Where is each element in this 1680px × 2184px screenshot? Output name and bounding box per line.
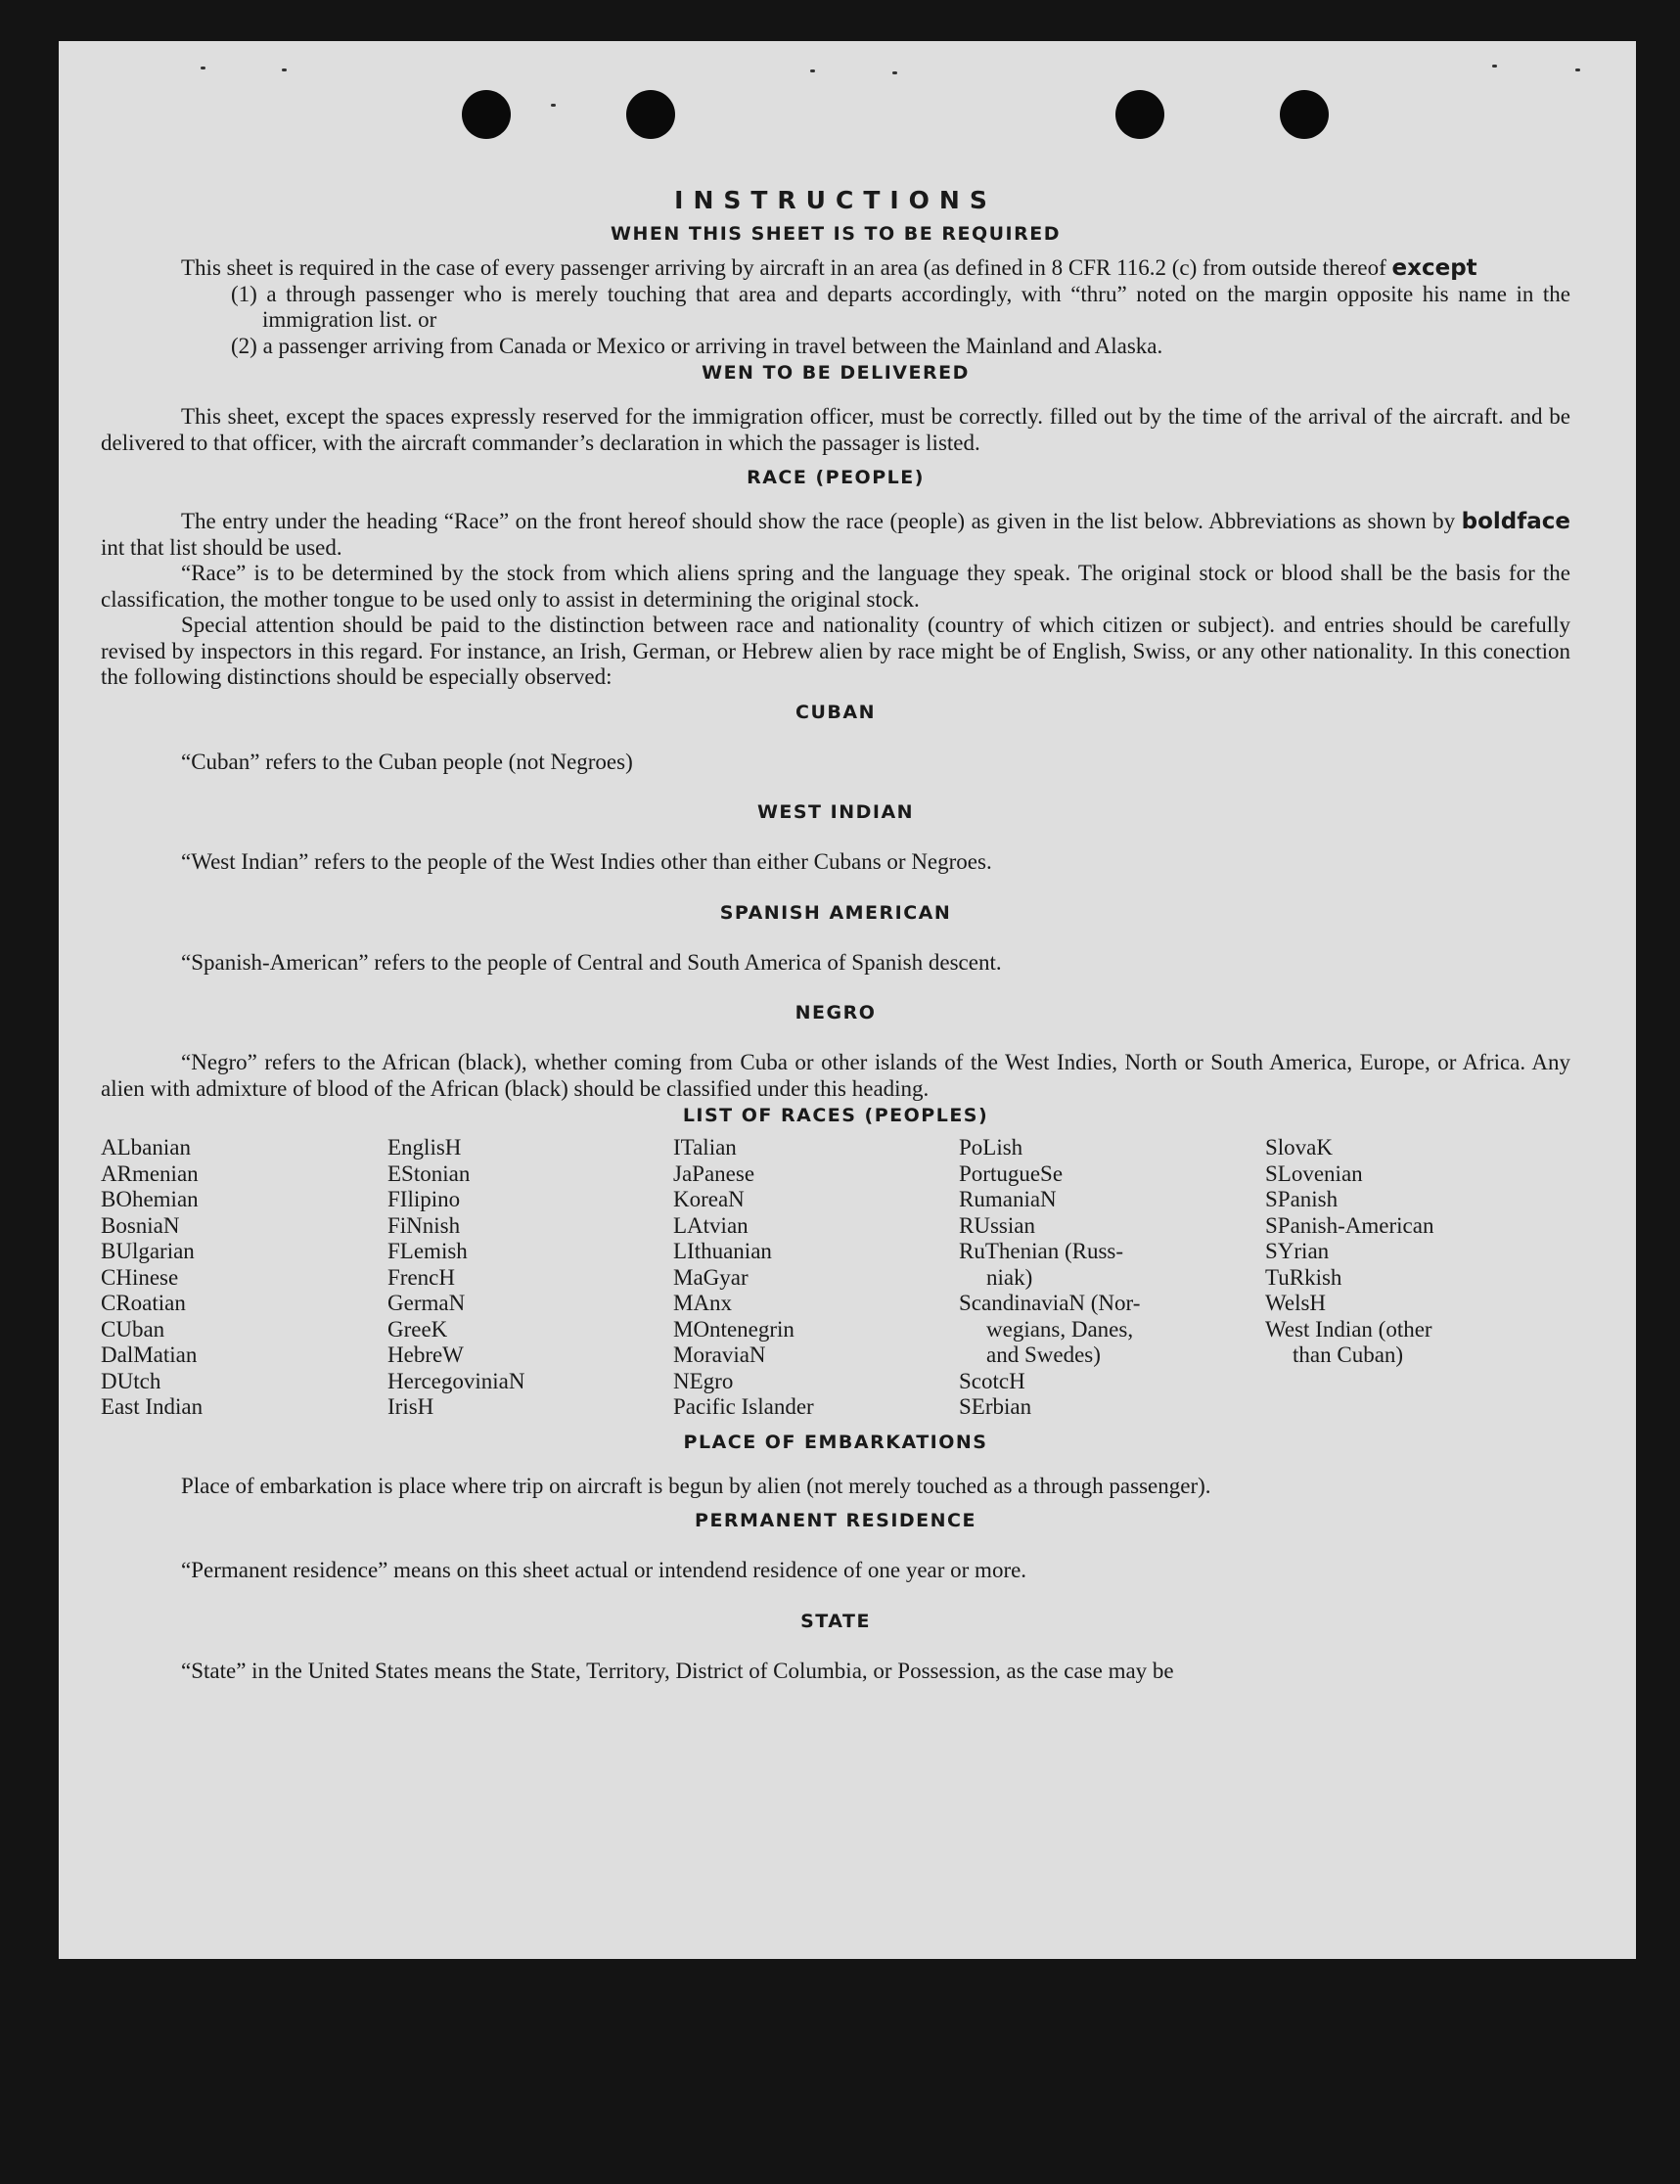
race-entry: ScandinaviaN (Nor-	[959, 1291, 1141, 1315]
race-entry: HebreW	[387, 1342, 464, 1367]
heading-cuban: CUBAN	[795, 701, 876, 723]
race-entry: FLemish	[387, 1239, 468, 1263]
punch-hole-2	[626, 90, 675, 139]
heading-list-of-races: LIST OF RACES (PEOPLES)	[682, 1105, 989, 1126]
race-paragraph-3: Special attention should be paid to the distinction between race and nationality (country of which citizen or subject). and entries should be carefully revised by inspectors in this regard. For instance, an Irish, German, or Hebrew alien by race might be of English, Swiss, or any other nationality. In this conection the following distinctions should be especially observed:	[101, 613, 1570, 689]
race-paragraph-1: The entry under the heading “Race” on the front hereof should show the race (people) as given in the list below. Abbreviations as shown by boldface int that list should be used.	[101, 509, 1571, 560]
heading-state: STATE	[800, 1610, 871, 1632]
exception-item-2: (2) a passenger arriving from Canada or Mexico or arriving in travel between the Mainland and Alaska.	[231, 333, 1163, 358]
race-entry: SlovaK	[1265, 1135, 1333, 1160]
race-entry: RuThenian (Russ-	[959, 1239, 1124, 1263]
when-required-intro: This sheet is required in the case of every passenger arriving by aircraft in an area (as defined in 8 CFR 116.2 (c) from outside thereof except	[181, 255, 1477, 281]
race-entry: PoLish	[959, 1135, 1023, 1160]
race-entry: EStonian	[387, 1160, 471, 1186]
speck-mark	[892, 71, 897, 74]
heading-permanent-residence: PERMANENT RESIDENCE	[695, 1510, 976, 1531]
except-bold: except	[1391, 255, 1477, 281]
race-entry: SYrian	[1265, 1239, 1330, 1263]
speck-mark	[1575, 68, 1580, 71]
page-title: INSTRUCTIONS	[674, 186, 997, 214]
race-entry: JaPanese	[673, 1160, 755, 1186]
race-entry: TuRkish	[1265, 1264, 1342, 1290]
speck-mark	[201, 67, 205, 69]
races-column-4	[959, 1135, 1265, 1421]
document-sheet	[59, 41, 1636, 1959]
heading-spanish-american: SPANISH AMERICAN	[719, 901, 952, 924]
race-entry: ARmenian	[101, 1160, 199, 1186]
race-entry: East Indian	[101, 1394, 204, 1419]
race-entry: WelsH	[1265, 1291, 1327, 1315]
speck-mark	[551, 104, 556, 107]
race-entry: SPanish	[1265, 1187, 1339, 1211]
speck-mark	[810, 69, 815, 72]
race-paragraph-2: “Race” is to be determined by the stock from which aliens spring and the language they speak. The original stock or blood shall be the basis for the classification, the mother tongue to be used only to assist in determining the original stock.	[101, 561, 1570, 612]
race-entry: BUlgarian	[101, 1239, 195, 1263]
race-entry: MaGyar	[673, 1264, 749, 1290]
race-entry: FiNnish	[387, 1212, 461, 1238]
race-entry: MOntenegrin	[673, 1316, 795, 1342]
negro-text: “Negro” refers to the African (black), whether coming from Cuba or other islands of the West Indies, North or South America, Europe, or Africa. Any alien with admixture of blood of the African (black) should be classified under this heading.	[101, 1050, 1570, 1101]
punch-hole-1	[462, 90, 511, 139]
heading-embarkation: PLACE OF EMBARKATIONS	[683, 1431, 988, 1453]
race-entry: LAtvian	[673, 1212, 749, 1238]
races-column-2	[387, 1135, 673, 1421]
races-column-3	[673, 1135, 959, 1421]
race-entry: MoraviaN	[673, 1342, 766, 1367]
race-entry-continued: and Swedes)	[986, 1342, 1101, 1367]
races-column-1	[101, 1135, 387, 1421]
race-entry: Pacific Islander	[673, 1394, 814, 1419]
race-entry: GreeK	[387, 1316, 448, 1342]
when-delivered-text: This sheet, except the spaces expressly reserved for the immigration officer, must be correctly. filled out by the time of the arrival of the aircraft. and be delivered to that officer, with the aircraft commander’s declaration in which the passager is listed.	[101, 404, 1570, 455]
boldface-bold: boldface	[1461, 509, 1571, 534]
race-entry-continued: wegians, Danes,	[986, 1316, 1134, 1342]
races-list	[101, 1135, 1570, 1421]
residence-text: “Permanent residence” means on this sheet actual or intendend residence of one year or more.	[181, 1558, 1027, 1582]
race-entry: DalMatian	[101, 1342, 198, 1367]
heading-when-delivered: WEN TO BE DELIVERED	[702, 362, 970, 384]
exception-item-1: (1) a through passenger who is merely touching that area and departs accordingly, with “thru” noted on the margin opposite his name in the immigration list. or	[231, 281, 1570, 332]
race-entry: SPanish-American	[1265, 1212, 1434, 1238]
race-entry: GermaN	[387, 1291, 466, 1315]
race-entry: CUban	[101, 1316, 165, 1342]
race-entry: ITalian	[673, 1135, 737, 1160]
race-entry: DUtch	[101, 1368, 161, 1393]
race-entry-continued: niak)	[986, 1264, 1033, 1290]
cuban-text: “Cuban” refers to the Cuban people (not Negroes)	[181, 749, 633, 774]
race-entry: IrisH	[387, 1394, 434, 1419]
races-column-5	[1265, 1135, 1570, 1421]
instructions-content	[101, 183, 1570, 1684]
embarkation-text: Place of embarkation is place where trip on aircraft is begun by alien (not merely touched as a through passenger).	[181, 1473, 1211, 1498]
punch-hole-3	[1115, 90, 1164, 139]
spanish-american-text: “Spanish-American” refers to the people of Central and South America of Spanish descent.	[181, 949, 1002, 975]
state-text: “State” in the United States means the State, Territory, District of Columbia, or Possession, as the case may be	[181, 1658, 1174, 1683]
race-entry: PortugueSe	[959, 1160, 1064, 1186]
punch-hole-4	[1280, 90, 1329, 139]
race-entry: FrencH	[387, 1264, 455, 1290]
race-entry-continued: than Cuban)	[1293, 1342, 1404, 1367]
race-entry: HercegoviniaN	[387, 1368, 525, 1393]
race-entry: SErbian	[959, 1394, 1032, 1419]
race-entry: ScotcH	[959, 1368, 1025, 1393]
race-entry: RumaniaN	[959, 1187, 1057, 1211]
speck-mark	[282, 68, 287, 71]
race-entry: NEgro	[673, 1368, 734, 1393]
heading-race: RACE (PEOPLE)	[747, 467, 925, 488]
race-entry: KoreaN	[673, 1187, 745, 1211]
west-indian-text: “West Indian” refers to the people of the West Indies other than either Cubans or Negroes.	[181, 849, 992, 874]
race-entry: BOhemian	[101, 1187, 199, 1211]
race-entry: BosniaN	[101, 1212, 180, 1238]
race-entry: RUssian	[959, 1212, 1035, 1238]
race-entry: West Indian (other	[1265, 1316, 1432, 1342]
race-entry: ALbanian	[101, 1135, 191, 1160]
speck-mark	[1492, 65, 1497, 68]
heading-when-required: WHEN THIS SHEET IS TO BE REQUIRED	[610, 223, 1061, 245]
race-entry: MAnx	[673, 1291, 733, 1315]
race-entry: CRoatian	[101, 1291, 186, 1315]
race-entry: FIlipino	[387, 1187, 461, 1211]
race-entry: SLovenian	[1265, 1160, 1363, 1186]
race-entry: CHinese	[101, 1264, 179, 1290]
heading-negro: NEGRO	[795, 1002, 877, 1024]
race-entry: LIthuanian	[673, 1239, 772, 1263]
race-entry: EnglisH	[387, 1135, 462, 1160]
heading-west-indian: WEST INDIAN	[756, 801, 915, 823]
